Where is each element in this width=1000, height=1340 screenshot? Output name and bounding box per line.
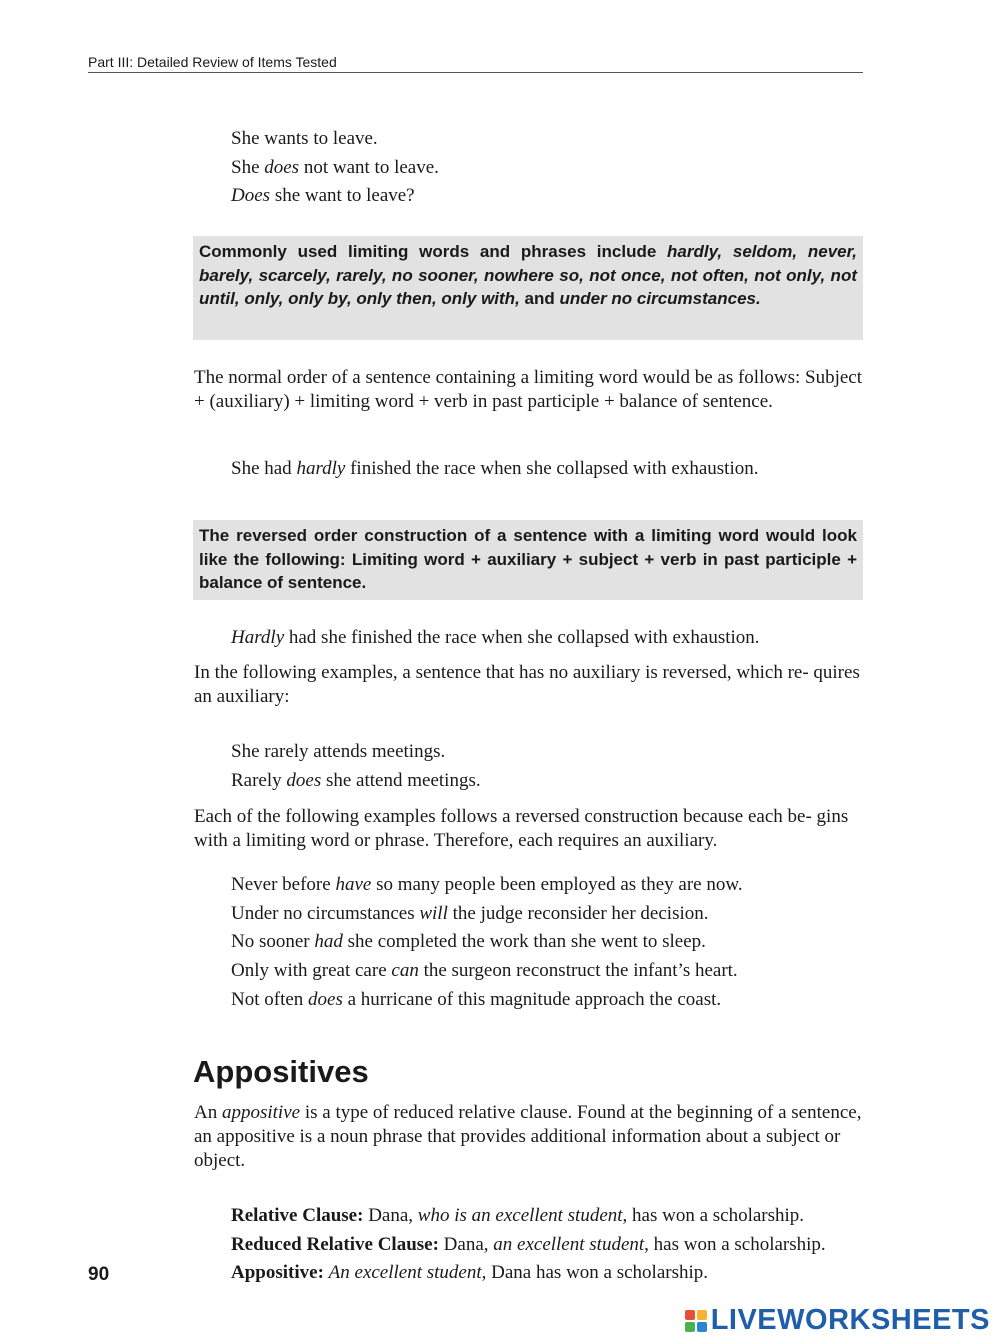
page-number: 90 xyxy=(88,1264,110,1285)
appositive-intro-paragraph: An appositive is a type of reduced relative clause. Found at the beginning of a sentence, an appositive is a noun phrase that provides additional information about a subject or object. xyxy=(194,1102,862,1171)
appositive-example: Appositive: An excellent student, Dana has won a scholarship. xyxy=(231,1262,709,1283)
logo-square xyxy=(697,1322,707,1332)
example-line: Not often does a hurricane of this magnitude approach the coast. xyxy=(231,989,722,1010)
reversed-construction-paragraph: Each of the following examples follows a reversed construction because each be- gins with a limiting word or phrase. Therefore, each requires an auxiliary. xyxy=(194,806,849,851)
example-line: Does she want to leave? xyxy=(231,185,415,206)
example-line: She does not want to leave. xyxy=(231,157,439,178)
logo-square xyxy=(685,1310,695,1320)
logo-text: LIVEWORKSHEETS xyxy=(710,1304,990,1336)
limiting-words-callout: Commonly used limiting words and phrases include hardly, seldom, never, barely, scarcely, rarely, no sooner, nowhere so, not once, not often, not only, not until, only, only by, only then, only with, and under no circumstances. xyxy=(193,236,863,340)
example-line: She had hardly finished the race when she collapsed with exhaustion. xyxy=(231,458,759,479)
running-header: Part III: Detailed Review of Items Tested xyxy=(88,54,863,73)
normal-order-paragraph: The normal order of a sentence containing a limiting word would be as follows: Subject + (auxiliary) + limiting word + verb in past participle + balance of sentence. xyxy=(194,367,862,412)
example-line: Never before have so many people been employed as they are now. xyxy=(231,874,743,895)
appositive-example: Reduced Relative Clause: Dana, an excellent student, has won a scholarship. xyxy=(231,1234,826,1255)
example-line: No sooner had she completed the work than she went to sleep. xyxy=(231,931,706,952)
appositive-example: Relative Clause: Dana, who is an excellent student, has won a scholarship. xyxy=(231,1205,805,1226)
example-line: Under no circumstances will the judge reconsider her decision. xyxy=(231,903,709,924)
logo-square xyxy=(685,1322,695,1332)
liveworksheets-logo[interactable] xyxy=(685,1304,990,1337)
logo-square xyxy=(697,1310,707,1320)
logo-mark-icon xyxy=(685,1310,707,1332)
section-heading: Appositives xyxy=(193,1054,369,1089)
example-line: Only with great care can the surgeon reconstruct the infant’s heart. xyxy=(231,960,738,981)
example-line: She rarely attends meetings. xyxy=(231,741,446,762)
reversed-order-callout: The reversed order construction of a sentence with a limiting word would look like the following: Limiting word + auxiliary + subject + verb in past participle + balance of sentence. xyxy=(193,520,863,600)
example-line: Rarely does she attend meetings. xyxy=(231,770,481,791)
example-line: She wants to leave. xyxy=(231,128,378,149)
example-line: Hardly had she finished the race when she collapsed with exhaustion. xyxy=(231,627,760,648)
no-auxiliary-paragraph: In the following examples, a sentence that has no auxiliary is reversed, which re- quires an auxiliary: xyxy=(194,662,860,707)
